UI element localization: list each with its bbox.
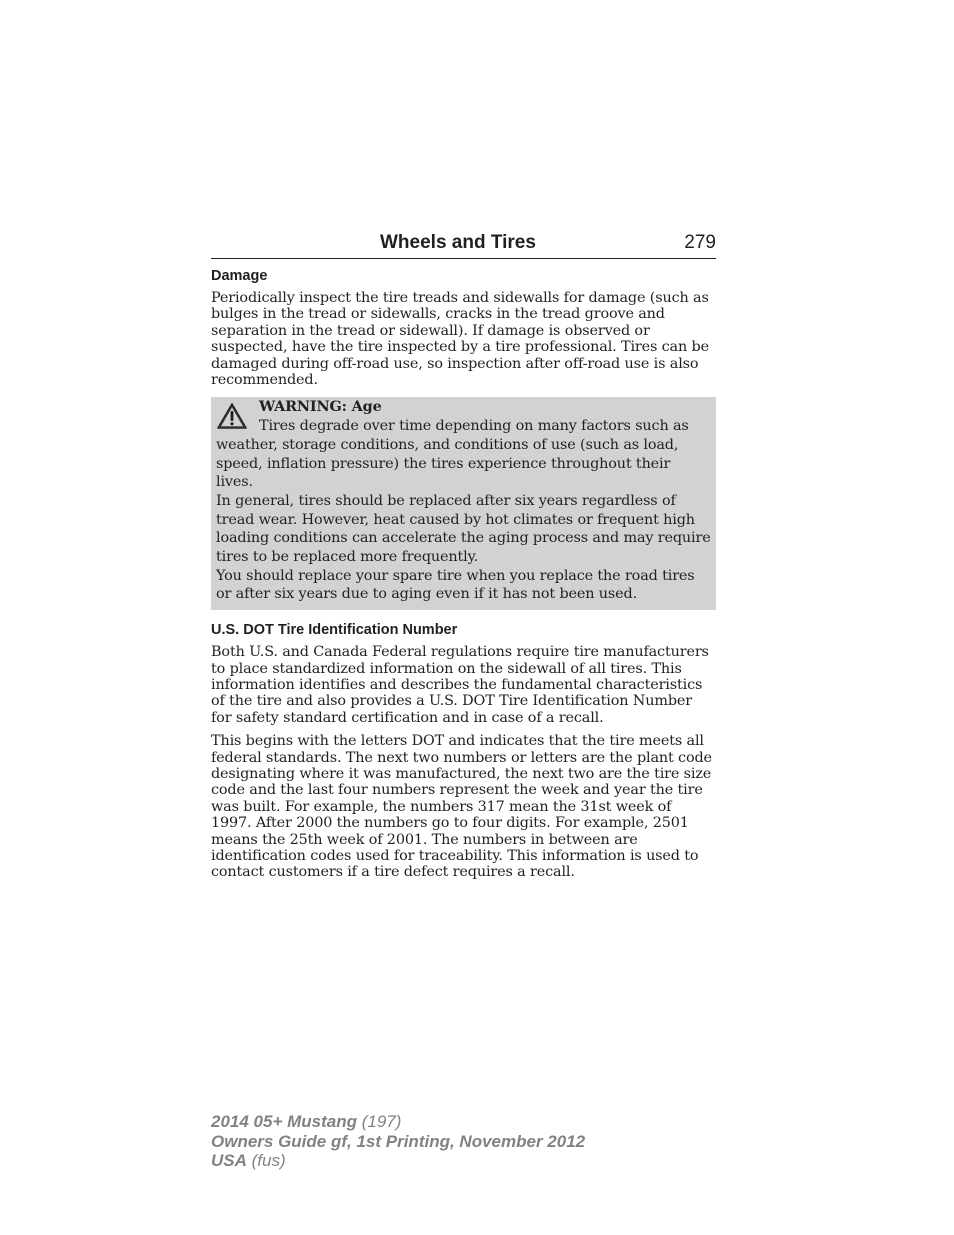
page-footer	[211, 1112, 585, 1171]
dot-paragraph-1: Both U.S. and Canada Federal regulations require tire manufacturers to place standardized information on the sidewall of all tires. This information identifies and describes the fundamental characteristics of the tire and also provides a U.S. DOT Tire Identification Number for safety standard certification and in case of a recall.	[211, 644, 709, 726]
damage-paragraph: Periodically inspect the tire treads and sidewalls for damage (such as bulges in the tread or sidewalls, cracks in the tread groove and separation in the tread or sidewall). If damage is observed or suspected, have the tire inspected by a tire professional. Tires can be damaged during off-road use, so inspection after off-road use is also recommended.	[211, 290, 709, 389]
warning-title: WARNING: Age	[259, 398, 382, 416]
warning-paragraph-1	[216, 417, 711, 492]
footer-line-3	[211, 1151, 585, 1171]
warning-text-1: Tires degrade over time depending on many factors such as weather, storage conditions, and conditions of use (such as load, speed, inflation pressure) the tires experience throughout their lives.	[216, 418, 689, 491]
page-header	[211, 228, 716, 259]
warning-triangle-icon	[216, 402, 248, 430]
footer-printing: Owners Guide gf, 1st Printing, November 2012	[211, 1131, 586, 1151]
footer-region-code: (fus)	[251, 1151, 286, 1170]
section-title: Wheels and Tires	[380, 232, 536, 253]
page-number: 279	[684, 232, 716, 253]
footer-region: USA	[211, 1151, 247, 1170]
damage-heading: Damage	[211, 268, 268, 284]
warning-box	[211, 397, 716, 610]
dot-paragraph-2: This begins with the letters DOT and indicates that the tire meets all federal standards. The next two numbers or letters are the plant code designating where it was manufactured, the next two are the tire size code and the last four numbers represent the week and year the tire was built. For example, the numbers 317 mean the 31st week of 1997. After 2000 the numbers go to four digits. For example, 2501 means the 25th week of 2001. The numbers in between are identification codes used for traceability. This information is used to contact customers if a tire defect requires a recall.	[211, 733, 712, 881]
footer-line-1	[211, 1112, 585, 1132]
footer-model-code: (197)	[361, 1112, 402, 1131]
footer-model: 2014 05+ Mustang	[211, 1112, 357, 1131]
dot-heading: U.S. DOT Tire Identification Number	[211, 622, 458, 639]
footer-line-2	[211, 1132, 585, 1152]
warning-paragraph-2: In general, tires should be replaced after six years regardless of tread wear. However, heat caused by hot climates or frequent high loading conditions can accelerate the aging process and may require tires to be replaced more frequently.	[216, 492, 711, 566]
warning-paragraph-3: You should replace your spare tire when you replace the road tires or after six years due to aging even if it has not been used.	[216, 567, 695, 603]
manual-page	[211, 228, 716, 881]
